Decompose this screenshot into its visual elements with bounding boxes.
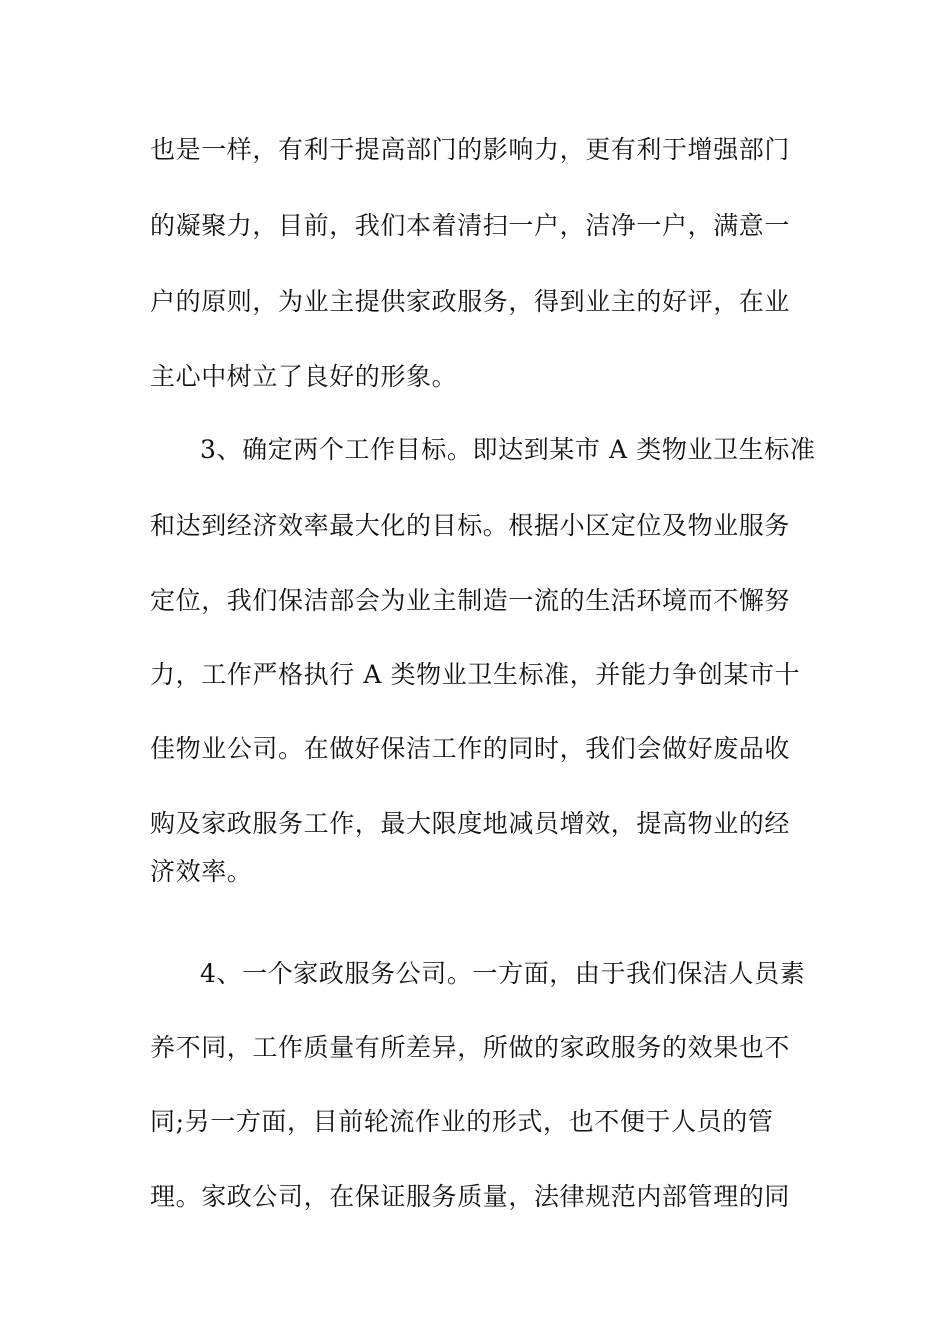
text-line: 养不同，工作质量有所差异，所做的家政服务的效果也不 xyxy=(150,1033,791,1062)
text-line: 也是一样，有利于提高部门的影响力，更有利于增强部门 xyxy=(150,135,791,164)
text-line: 和达到经济效率最大化的目标。根据小区定位及物业服务 xyxy=(150,511,791,540)
text-line: 的凝聚力，目前，我们本着清扫一户，洁净一户，满意一 xyxy=(150,211,791,240)
text-line: 定位，我们保洁部会为业主制造一流的生活环境而不懈努 xyxy=(150,586,791,615)
text-line: 理。家政公司，在保证服务质量，法律规范内部管理的同 xyxy=(150,1182,791,1211)
paragraph-4-first-line: 4、一个家政服务公司。一方面，由于我们保洁人员素 xyxy=(200,959,806,988)
text-line: 户的原则，为业主提供家政服务，得到业主的好评，在业 xyxy=(150,287,791,316)
text-line: 主心中树立了良好的形象。 xyxy=(150,362,458,391)
text-line: 力，工作严格执行 A 类物业卫生标准，并能力争创某市十 xyxy=(150,660,801,689)
paragraph-3-first-line: 3、确定两个工作目标。即达到某市 A 类物业卫生标准 xyxy=(200,435,816,464)
text-line: 佳物业公司。在做好保洁工作的同时，我们会做好废品收 xyxy=(150,734,791,763)
text-line: 购及家政服务工作，最大限度地减员增效，提高物业的经 xyxy=(150,809,791,838)
text-line: 同;另一方面，目前轮流作业的形式，也不便于人员的管 xyxy=(150,1107,774,1136)
text-line: 济效率。 xyxy=(150,857,253,886)
